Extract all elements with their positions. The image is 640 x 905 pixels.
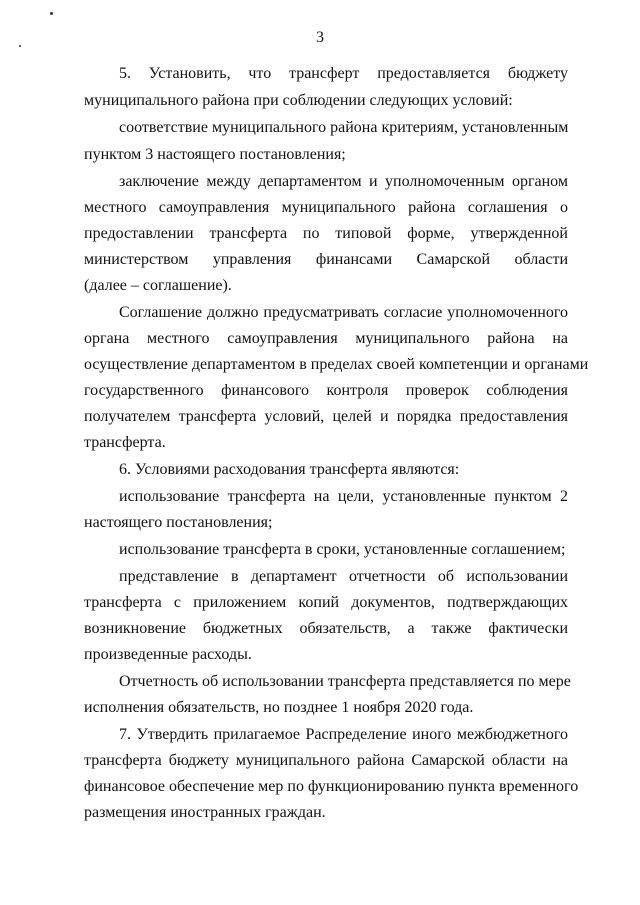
text-line: исполнения обязательств, но позднее 1 ноября 2020 года. [84,699,474,716]
text-line: трансферта бюджету муниципального района Самарской области на [84,752,568,769]
text-line: местного самоуправления муниципального района соглашения о [84,199,568,216]
text-line: возникновение бюджетных обязательств, а также фактически [84,620,568,637]
text-line: муниципального района при соблюдении следующих условий: [84,92,513,109]
text-line: 5. Установить, что трансферт предоставляется бюджету [119,65,568,82]
text-line: Отчетность об использовании трансферта представляется по мере [119,673,571,690]
text-line: пунктом 3 настоящего постановления; [84,146,346,163]
text-line: соответствие муниципального района критериям, установленным [119,119,569,136]
text-line: 7. Утвердить прилагаемое Распределение иного межбюджетного [119,726,568,743]
text-line: размещения иностранных граждан. [84,804,326,821]
text-line: финансовое обеспечение мер по функционированию пункта временного [84,778,579,795]
text-line: Соглашение должно предусматривать согласие уполномоченного [119,304,568,321]
text-line: (далее – соглашение). [84,277,232,294]
text-line: 6. Условиями расходования трансферта являются: [119,461,460,478]
text-line: получателем трансферта условий, целей и порядка предоставления [84,408,568,425]
text-line: трансферта с приложением копий документов, подтверждающих [84,594,568,611]
text-line: заключение между департаментом и уполномоченным органом [119,173,568,190]
text-line: трансферта. [84,434,166,451]
text-line: использование трансферта в сроки, установленные соглашением; [119,541,566,558]
text-line: государственного финансового контроля проверок соблюдения [84,382,568,399]
page-number: 3 [316,29,324,46]
text-line: использование трансферта на цели, установленные пунктом 2 [119,488,568,505]
scan-speck [50,12,53,15]
text-line: произведенные расходы. [84,646,252,663]
text-line: предоставлении трансферта по типовой форме, утвержденной [84,225,568,242]
text-line: органа местного самоуправления муниципального района на [84,330,568,347]
text-line: настоящего постановления; [84,514,273,531]
text-line: министерством управления финансами Самарской области [84,251,568,268]
text-line: осуществление департаментом в пределах своей компетенции и органами [84,356,589,373]
text-line: представление в департамент отчетности об использовании [119,568,568,585]
